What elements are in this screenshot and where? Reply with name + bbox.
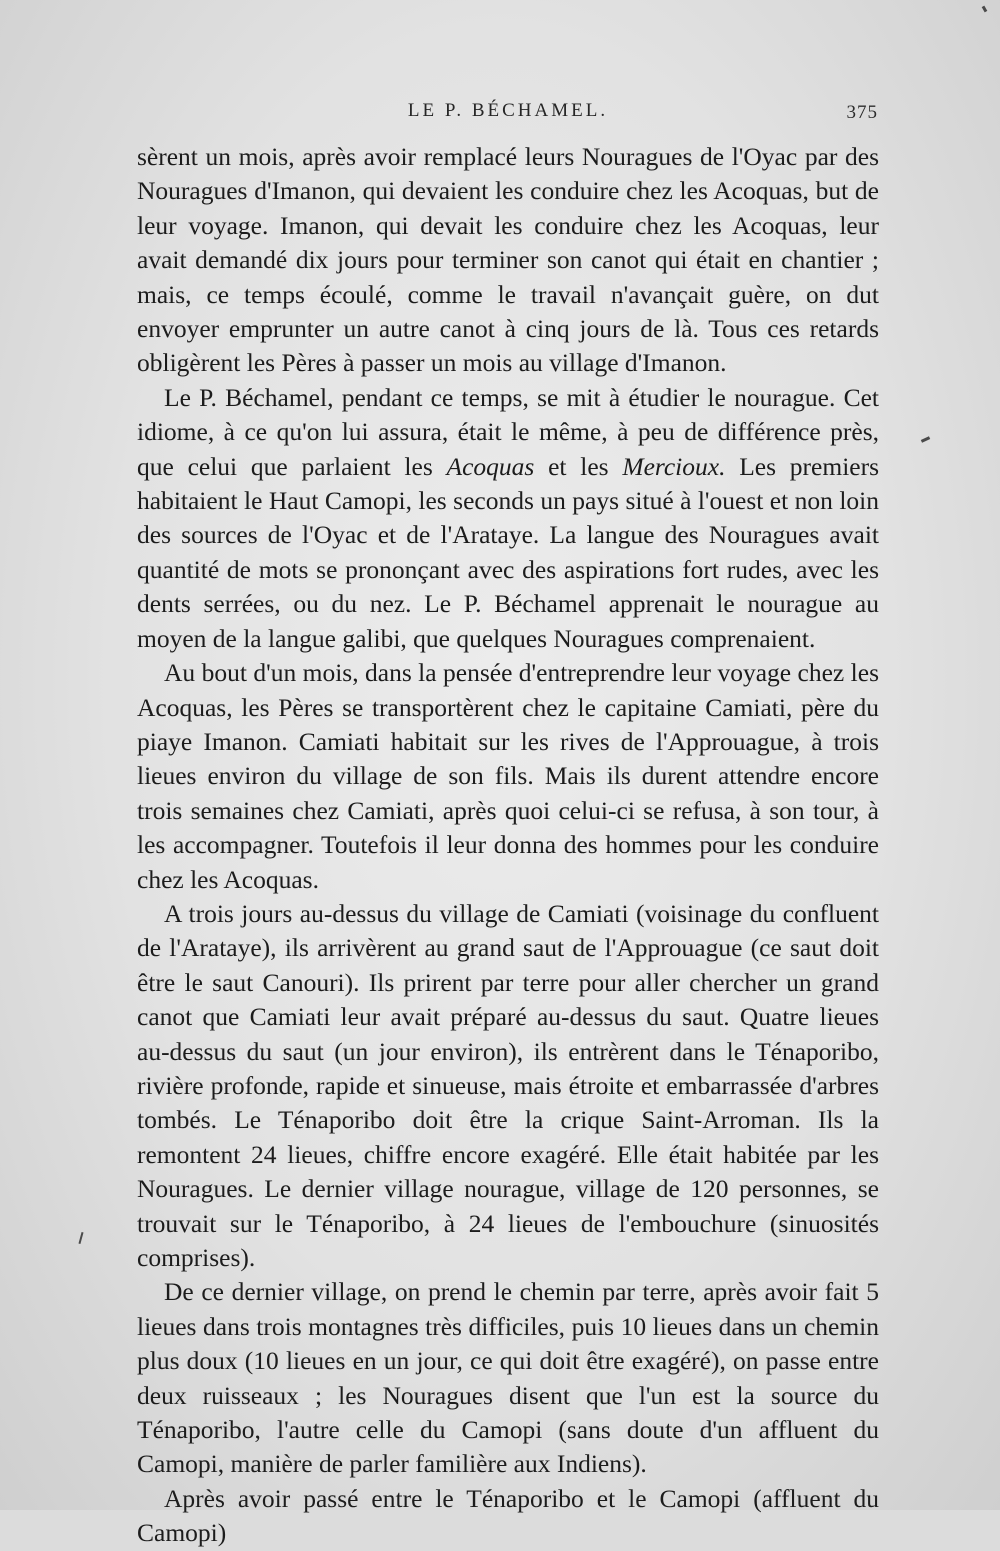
body-text xyxy=(137,140,879,1551)
text-run: et les xyxy=(534,451,623,481)
text-run: Au bout d'un mois, dans la pensée d'entreprendre leur voyage chez les Acoquas, les Pères se transportèrent chez le capitaine Camiati, père du piaye Imanon. Camiati habitait sur les rives de l'Approuague, à trois lieues environ du village de son fils. Mais ils durent attendre encore trois semaines chez Camiati, après quoi celui-ci se refusa, à son tour, à les accompagner. Toutefois il leur donna des hommes pour les conduire chez les Acoquas. xyxy=(137,658,879,894)
running-title: LE P. BÉCHAMEL. xyxy=(407,100,609,121)
running-head xyxy=(138,100,878,130)
text-run: Les premiers habitaient le Haut Camopi, les seconds un pays situé à l'ouest et non loin des sources de l'Oyac et de l'Arataye. La langue des Nouragues avait quantité de mots se prononçant avec des aspirations fort rudes, avec les dents serrées, ou du nez. Le P. Béchamel apprenait le nourague au moyen de la langue galibi, que quelques Nouragues comprenaient. xyxy=(137,451,880,653)
italic-text: Acoquas xyxy=(446,451,535,481)
paragraph xyxy=(137,381,879,656)
paragraph xyxy=(137,140,879,381)
paragraph xyxy=(137,897,879,1275)
stray-mark xyxy=(78,1232,83,1244)
text-run: Après avoir passé entre le Ténaporibo et le Camopi (affluent du Camopi) xyxy=(137,1483,879,1548)
text-run: De ce dernier village, on prend le chemin par terre, après avoir fait 5 lieues dans trois montagnes très difficiles, puis 10 lieues dans un chemin plus doux (10 lieues en un jour, ce qui doit être exagéré), on passe entre deux ruisseaux ; les Nouragues disent que l'un est la source du Ténaporibo, l'autre celle du Camopi (sans doute d'un affluent du Camopi, manière de parler familière aux Indiens). xyxy=(137,1277,879,1479)
page-number: 375 xyxy=(846,102,878,123)
text-run: sèrent un mois, après avoir remplacé leurs Nouragues de l'Oyac par des Nouragues d'Imanon, qui devaient les conduire chez les Acoquas, but de leur voyage. Imanon, qui devait les conduire chez les Acoquas, leur avait demandé dix jours pour terminer son canot qui était en chantier ; mais, ce temps écoulé, comme le travail n'avançait guère, on dut envoyer emprunter un autre canot à cinq jours de là. Tous ces retards obligèrent les Pères à passer un mois au village d'Imanon. xyxy=(137,142,879,378)
stray-mark xyxy=(921,436,930,443)
text-run: A trois jours au-dessus du village de Camiati (voisinage du confluent de l'Arataye), ils arrivèrent au grand saut de l'Approuague (ce saut doit être le saut Canouri). Ils prirent par terre pour aller chercher un grand canot que Camiati leur avait préparé au-dessus du saut. Quatre lieues au-dessus du saut (un jour environ), ils entrèrent dans le Ténaporibo, rivière profonde, rapide et sinueuse, mais étroite et embarrassée d'arbres tombés. Le Ténaporibo doit être la crique Saint-Arroman. Ils la remontent 24 lieues, chiffre encore exagéré. Elle était habitée par les Nouragues. Le dernier village nourague, village de 120 personnes, se trouvait sur le Ténaporibo, à 24 lieues de l'embouchure (sinuosités comprises). xyxy=(137,898,879,1272)
italic-text: Mercioux. xyxy=(622,451,726,481)
paragraph xyxy=(137,1482,879,1551)
text-run: Le P. Béchamel, pendant ce temps, se mit à étudier le nourague. Cet idiome, à ce qu'on lui assura, était le même, à peu de différence près, que celui que parlaient les xyxy=(137,382,879,481)
paragraph xyxy=(137,1275,879,1481)
stray-mark xyxy=(982,6,988,13)
paragraph xyxy=(137,656,879,897)
